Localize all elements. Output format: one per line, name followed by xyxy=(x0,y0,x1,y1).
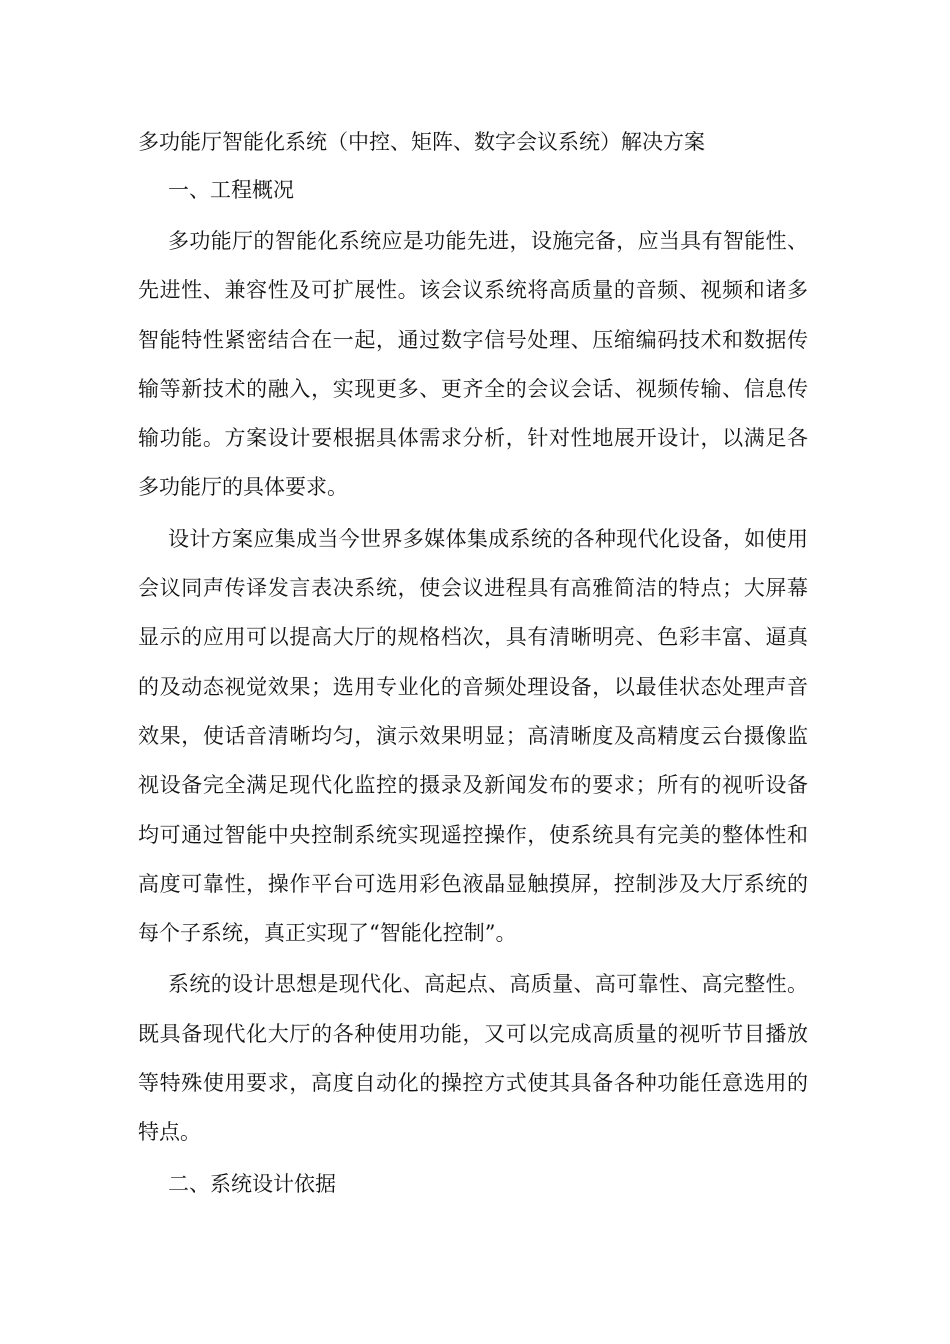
paragraph-design-plan: 设计方案应集成当今世界多媒体集成系统的各种现代化设备，如使用会议同声传译发言表决系统，使会议进程具有高雅简洁的特点；大屏幕显示的应用可以提高大厅的规格档次，具有清晰明亮、色彩丰富、逼真的及动态视觉效果；选用专业化的音频处理设备，以最佳状态处理声音效果，使话音清晰均匀，演示效果明显；高清晰度及高精度云台摄像监视设备完全满足现代化监控的摄录及新闻发布的要求；所有的视听设备均可通过智能中央控制系统实现遥控操作，使系统具有完美的整体性和高度可靠性，操作平台可选用彩色液晶显触摸屏，控制涉及大厅系统的每个子系统，真正实现了“智能化控制”。 xyxy=(138,526,808,946)
paragraph-design-concept: 系统的设计思想是现代化、高起点、高质量、高可靠性、高完整性。既具备现代化大厅的各种使用功能，又可以完成高质量的视听节目播放等特殊使用要求，高度自动化的操控方式使其具备各种功能任意选用的特点。 xyxy=(138,972,808,1145)
section-heading-design-basis: 二、系统设计依据 xyxy=(168,1171,336,1196)
section-heading-overview: 一、工程概况 xyxy=(168,178,294,202)
document-title: 多功能厅智能化系统（中控、矩阵、数字会议系统）解决方案 xyxy=(138,130,705,154)
paragraph-overview: 多功能厅的智能化系统应是功能先进，设施完备，应当具有智能性、先进性、兼容性及可扩展性。该会议系统将高质量的音频、视频和诸多智能特性紧密结合在一起，通过数字信号处理、压缩编码技术和数据传输等新技术的融入，实现更多、更齐全的会议会话、视频传输、信息传输功能。方案设计要根据具体需求分析，针对性地展开设计，以满足各多功能厅的具体要求。 xyxy=(138,229,808,500)
document-page xyxy=(138,118,808,1208)
